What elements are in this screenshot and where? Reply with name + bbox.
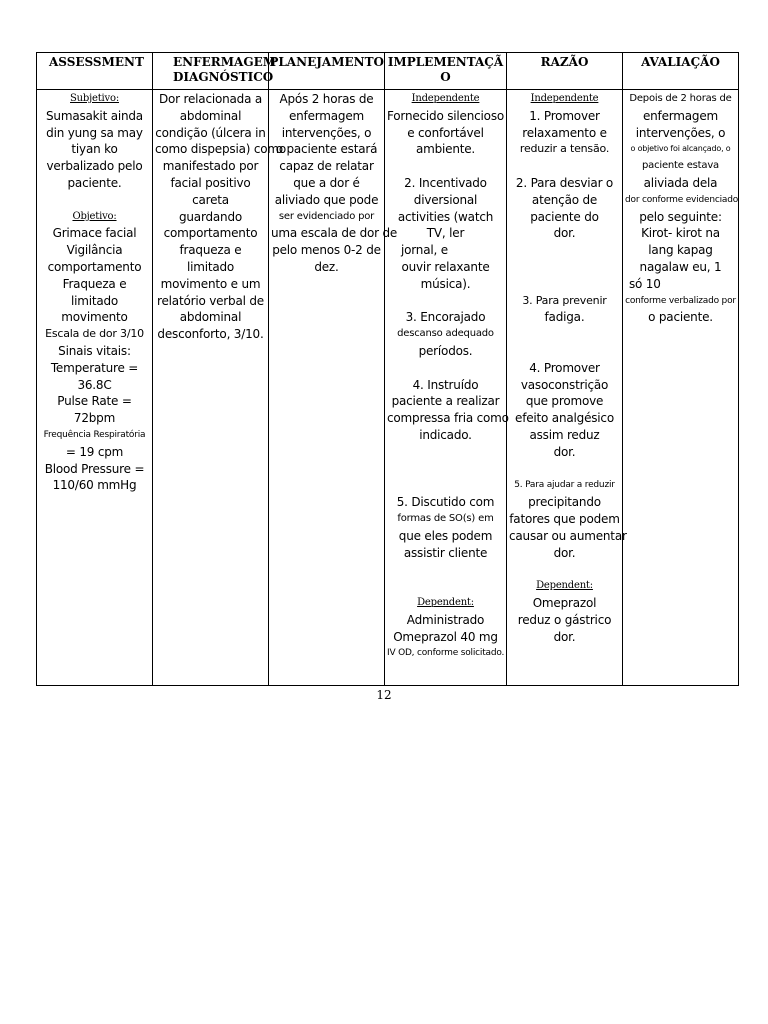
implementation-text: música). bbox=[420, 276, 471, 291]
rationale-text: causar ou aumentar bbox=[509, 528, 627, 543]
diagnosis-text: manifestado por bbox=[162, 159, 259, 174]
implementation-text: TV, ler bbox=[426, 226, 465, 241]
implementation-text: diversional bbox=[413, 192, 478, 207]
vital-sign: Frequência Respiratória bbox=[43, 429, 146, 440]
implementation-text: compressa fria como bbox=[387, 411, 509, 426]
evaluation-text: paciente estava bbox=[642, 160, 719, 172]
dependent-label: Dependent: bbox=[417, 596, 474, 608]
implementation-text: formas de SO(s) em bbox=[397, 512, 494, 524]
header-rationale: RAZÃO bbox=[507, 53, 623, 90]
planning-text: Após 2 horas de bbox=[279, 92, 374, 106]
evaluation-text: Kirot- kirot na bbox=[641, 226, 720, 241]
rationale-text: Omeprazol bbox=[532, 595, 597, 610]
planning-text: que a dor é bbox=[293, 175, 360, 190]
implementation-text: 4. Instruído bbox=[412, 377, 479, 392]
implementation-text: períodos. bbox=[418, 343, 473, 358]
rationale-text: dor. bbox=[553, 226, 576, 241]
table-row bbox=[37, 90, 739, 686]
rationale-text: dor. bbox=[553, 545, 576, 560]
diagnosis-text: relatório verbal de bbox=[157, 293, 264, 308]
rationale-text: dor. bbox=[553, 444, 576, 459]
rationale-text: paciente do bbox=[530, 209, 599, 224]
evaluation-text: nagalaw eu, 1 bbox=[639, 259, 722, 274]
rationale-text: 1. Promover bbox=[529, 108, 600, 123]
implementation-text: ouvir relaxante bbox=[401, 259, 490, 274]
implementation-text: Fornecido silencioso bbox=[387, 108, 505, 123]
implementation-text: 5. Discutido com bbox=[396, 495, 495, 510]
evaluation-text: o objetivo foi alcançado, o bbox=[630, 144, 731, 154]
independent-label: Independente bbox=[411, 93, 480, 104]
rationale-text: 4. Promover bbox=[529, 360, 600, 375]
rationale-text: efeito analgésico bbox=[515, 411, 614, 426]
assessment-text: movimento bbox=[61, 310, 128, 325]
assessment-cell bbox=[37, 90, 153, 686]
implementation-text: ambiente. bbox=[415, 142, 476, 157]
header-implementation: IMPLEMENTAÇÃO bbox=[385, 53, 507, 90]
planning-text: dez. bbox=[314, 259, 339, 274]
assessment-text: din yung sa may bbox=[46, 125, 143, 140]
rationale-text: relaxamento e bbox=[522, 125, 607, 140]
rationale-text: reduz o gástrico bbox=[517, 612, 612, 627]
rationale-text: fatores que podem bbox=[509, 511, 620, 526]
diagnosis-text: condição (úlcera in bbox=[155, 125, 266, 140]
assessment-text: limitado bbox=[70, 293, 119, 308]
implementation-text: descanso adequado bbox=[397, 328, 494, 340]
evaluation-text: pelo seguinte: bbox=[639, 209, 722, 224]
page-number: 12 bbox=[376, 688, 392, 702]
implementation-text: Omeprazol 40 mg bbox=[393, 629, 498, 644]
implementation-text: indicado. bbox=[419, 427, 472, 442]
implementation-text: 3. Encorajado bbox=[405, 310, 486, 325]
evaluation-text: o paciente. bbox=[648, 310, 713, 325]
evaluation-text: lang kapag bbox=[648, 243, 713, 258]
nursing-care-plan-table bbox=[36, 52, 739, 686]
rationale-text: dor. bbox=[553, 629, 576, 644]
implementation-text: 2. Incentivado bbox=[404, 175, 487, 190]
diagnosis-text: Dor relacionada a bbox=[158, 92, 263, 106]
diagnosis-text: movimento e um bbox=[160, 276, 261, 291]
planning-text: aliviado que pode bbox=[274, 192, 379, 207]
diagnosis-text: desconforto, 3/10. bbox=[157, 327, 264, 342]
rationale-text: atenção de bbox=[531, 192, 598, 207]
subjective-label: Subjetivo: bbox=[70, 93, 119, 104]
planning-text: uma escala de dor de bbox=[271, 226, 398, 241]
objective-label: Objetivo: bbox=[72, 210, 117, 222]
planning-text: capaz de relatar bbox=[279, 159, 374, 174]
diagnosis-text: abdominal bbox=[179, 310, 242, 325]
rationale-text: que promove bbox=[525, 394, 604, 409]
assessment-text: tiyan ko bbox=[71, 142, 118, 157]
vital-sign: 72bpm bbox=[73, 411, 116, 426]
implementation-text: Administrado bbox=[406, 612, 485, 627]
independent-label: Independente bbox=[530, 93, 599, 104]
vital-sign: Temperature = bbox=[50, 360, 139, 375]
rationale-text: precipitando bbox=[528, 495, 601, 510]
implementation-text: IV OD, conforme solicitado. bbox=[387, 648, 505, 659]
implementation-text: e confortável bbox=[407, 125, 484, 140]
implementation-cell bbox=[385, 90, 507, 686]
evaluation-cell bbox=[623, 90, 739, 686]
planning-text: pelo menos 0-2 de bbox=[272, 243, 381, 258]
implementation-text: paciente a realizar bbox=[391, 394, 500, 409]
evaluation-text: só 10 bbox=[629, 276, 661, 291]
diagnosis-text: como dispepsia) como bbox=[155, 142, 287, 157]
planning-text: ser evidenciado por bbox=[278, 210, 375, 222]
evaluation-text: intervenções, o bbox=[635, 125, 726, 140]
rationale-text: 2. Para desviar o bbox=[515, 175, 614, 190]
implementation-text: jornal, e bbox=[401, 243, 448, 258]
implementation-text: assistir cliente bbox=[403, 545, 488, 560]
evaluation-text: aliviada dela bbox=[643, 175, 718, 190]
evaluation-text: enfermagem bbox=[642, 108, 719, 123]
vital-sign: 36.8C bbox=[77, 377, 112, 392]
assessment-text: Vigilância bbox=[66, 243, 123, 258]
assessment-text: paciente. bbox=[67, 175, 122, 190]
vital-sign: 110/60 mmHg bbox=[52, 478, 137, 493]
table-header-row bbox=[37, 53, 739, 90]
planning-text: intervenções, o bbox=[281, 125, 372, 140]
vital-sign: Pulse Rate = bbox=[57, 394, 132, 409]
rationale-text: fadiga. bbox=[544, 310, 585, 325]
assessment-text: Grimace facial bbox=[52, 226, 137, 241]
diagnosis-text: facial positivo bbox=[170, 175, 251, 190]
evaluation-text: dor conforme evidenciado bbox=[625, 194, 739, 205]
header-evaluation: AVALIAÇÃO bbox=[623, 53, 739, 90]
rationale-cell bbox=[507, 90, 627, 686]
implementation-text: activities (watch bbox=[397, 209, 494, 224]
vital-sign: Blood Pressure = bbox=[44, 461, 145, 476]
planning-cell bbox=[269, 90, 398, 686]
diagnosis-text: limitado bbox=[186, 259, 235, 274]
header-diagnosis: ENFERMAGEM DIAGNÓSTICO bbox=[153, 53, 269, 90]
vital-sign: = 19 cpm bbox=[65, 444, 124, 459]
rationale-text: 3. Para prevenir bbox=[522, 293, 607, 307]
assessment-text: comportamento bbox=[47, 259, 142, 274]
diagnosis-text: fraqueza e bbox=[179, 243, 242, 258]
diagnosis-text: comportamento bbox=[163, 226, 258, 241]
rationale-text: assim reduz bbox=[529, 427, 600, 442]
implementation-text: que eles podem bbox=[398, 528, 493, 543]
rationale-text: vasoconstrição bbox=[520, 377, 609, 392]
rationale-text: 5. Para ajudar a reduzir bbox=[514, 480, 615, 491]
rationale-text: reduzir a tensão. bbox=[519, 142, 610, 156]
evaluation-text: conforme verbalizado por bbox=[625, 295, 736, 306]
assessment-text: Sinais vitais: bbox=[58, 343, 131, 358]
assessment-text: Sumasakit ainda bbox=[46, 108, 143, 123]
planning-text: enfermagem bbox=[288, 108, 365, 123]
pain-scale: Escala de dor 3/10 bbox=[45, 327, 144, 341]
diagnosis-cell bbox=[153, 90, 287, 686]
planning-text: o paciente estará bbox=[275, 142, 378, 157]
diagnosis-text: abdominal bbox=[179, 108, 242, 123]
diagnosis-text: guardando bbox=[178, 209, 243, 224]
assessment-text: verbalizado pelo bbox=[46, 159, 143, 174]
diagnosis-text: careta bbox=[192, 192, 229, 207]
evaluation-text: Depois de 2 horas de bbox=[629, 93, 732, 104]
dependent-label: Dependent: bbox=[536, 580, 593, 592]
header-planning: PLANEJAMENTO bbox=[269, 53, 385, 90]
assessment-text: Fraqueza e bbox=[62, 276, 127, 291]
header-assessment: ASSESSMENT bbox=[37, 53, 153, 90]
